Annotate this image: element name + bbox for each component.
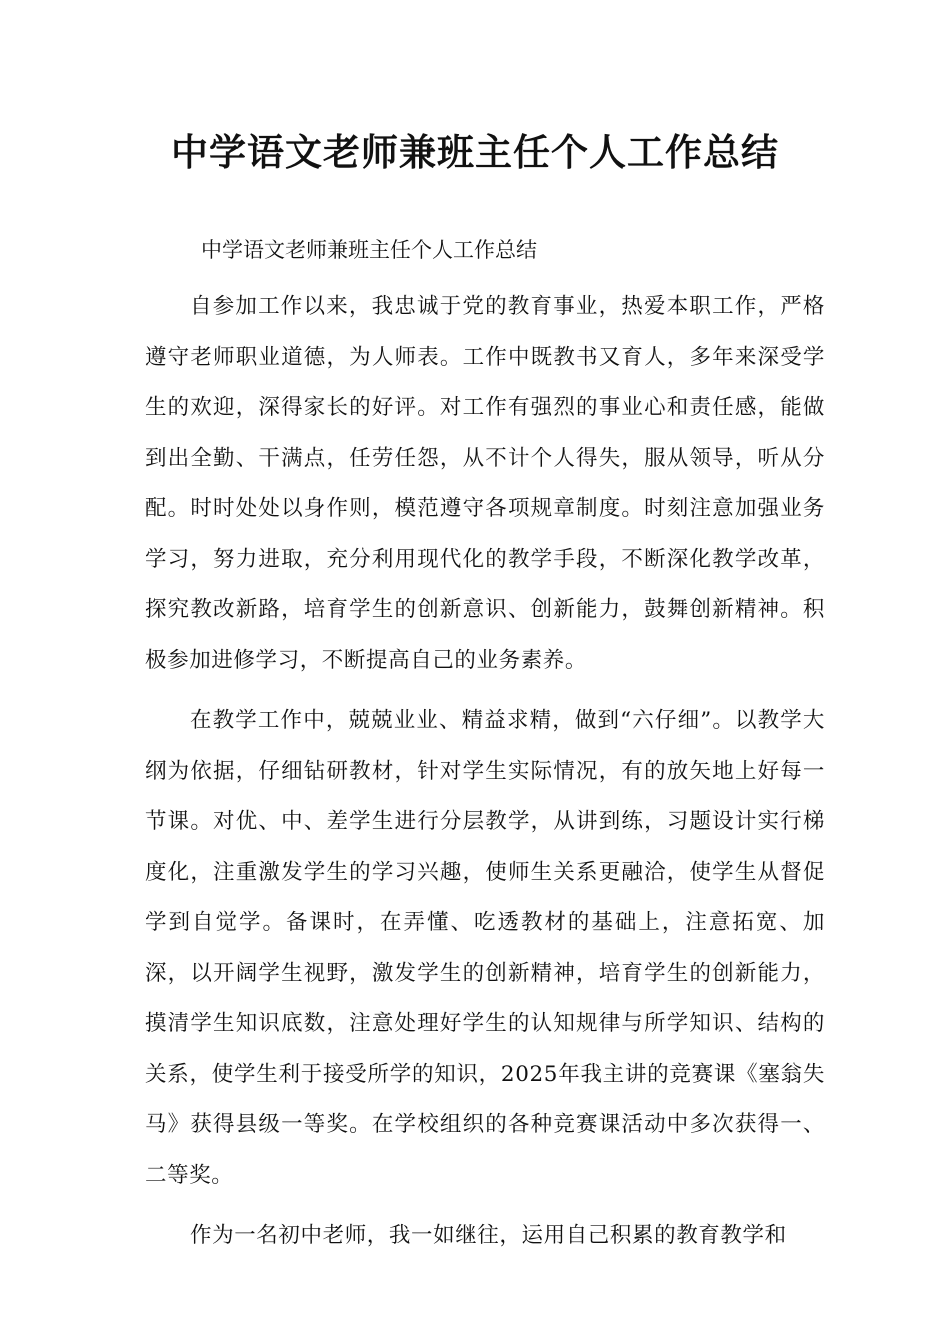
document-body bbox=[145, 282, 825, 1272]
document-subtitle: 中学语文老师兼班主任个人工作总结 bbox=[201, 238, 537, 262]
paragraph-1: 自参加工作以来，我忠诚于党的教育事业，热爱本职工作，严格遵守老师职业道德，为人师表。工作中既教书又育人，多年来深受学生的欢迎，深得家长的好评。对工作有强烈的事业心和责任感，能做到出全勤、干满点，任劳任怨，从不计个人得失，服从领导，听从分配。时时处处以身作则，模范遵守各项规章制度。时刻注意加强业务学习，努力进取，充分利用现代化的教学手段，不断深化教学改革，探究教改新路，培育学生的创新意识、创新能力，鼓舞创新精神。积极参加进修学习，不断提高自己的业务素养。 bbox=[145, 294, 825, 673]
paragraph-2: 在教学工作中，兢兢业业、精益求精，做到“六仔细”。以教学大纲为依据，仔细钻研教材，针对学生实际情况，有的放矢地上好每一节课。对优、中、差学生进行分层教学，从讲到练，习题设计实行梯度化，注重激发学生的学习兴趣，使师生关系更融洽，使学生从督促学到自觉学。备课时，在弄懂、吃透教材的基础上，注意拓宽、加深，以开阔学生视野，激发学生的创新精神，培育学生的创新能力，摸清学生知识底数，注意处理好学生的认知规律与所学知识、结构的关系，使学生利于接受所学的知识，2025年我主讲的竞赛课《塞翁失马》获得县级一等奖。在学校组织的各种竞赛课活动中多次获得一、二等奖。 bbox=[145, 708, 825, 1188]
paragraph-3: 作为一名初中老师，我一如继往，运用自己积累的教育教学和 bbox=[190, 1223, 787, 1248]
document-title: 中学语文老师兼班主任个人工作总结 bbox=[171, 131, 779, 174]
